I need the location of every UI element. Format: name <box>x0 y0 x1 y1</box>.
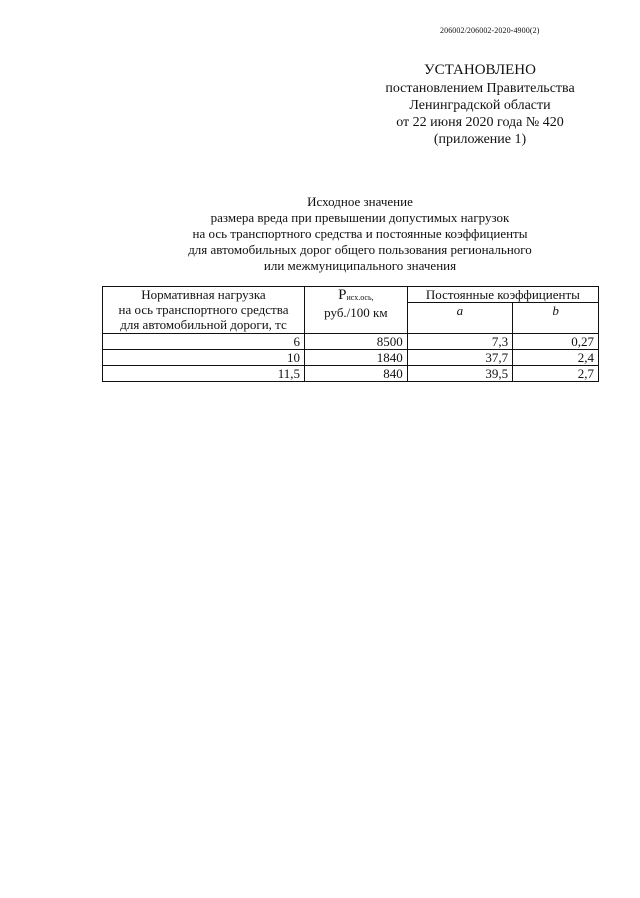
approval-line: от 22 июня 2020 года № 420 <box>396 115 564 130</box>
cell-b: 2,7 <box>513 366 599 382</box>
cell-p: 840 <box>305 366 408 382</box>
cell-b: 2,4 <box>513 350 599 366</box>
cell-p: 1840 <box>305 350 408 366</box>
table-row <box>103 334 599 350</box>
table-row <box>103 366 599 382</box>
cell-load: 10 <box>103 350 305 366</box>
header-coef-a: a <box>407 303 512 334</box>
cell-load: 11,5 <box>103 366 305 382</box>
cell-b: 0,27 <box>513 334 599 350</box>
approval-line: (приложение 1) <box>433 132 527 147</box>
table-row <box>103 350 599 366</box>
header-coefficients: Постоянные коэффициенты <box>407 287 598 303</box>
cell-load: 6 <box>103 334 305 350</box>
document-id: 206002/206002-2020-4900(2) <box>440 26 540 35</box>
cell-p: 8500 <box>305 334 408 350</box>
title-line: для автомобильных дорог общего пользования регионального <box>188 242 532 257</box>
header-coef-b: b <box>513 303 599 334</box>
title-line: Исходное значение <box>307 194 413 209</box>
approval-line: постановлением Правительства <box>385 81 575 96</box>
cell-a: 39,5 <box>407 366 512 382</box>
title-line: на ось транспортного средства и постоянные коэффициенты <box>192 226 528 241</box>
document-title <box>150 194 570 274</box>
cell-a: 7,3 <box>407 334 512 350</box>
header-p-value: Pисх.ось, руб./100 км <box>305 287 408 334</box>
approval-heading: УСТАНОВЛЕНО <box>424 62 536 78</box>
approval-block <box>370 62 590 148</box>
damage-table <box>102 286 599 382</box>
title-line: размера вреда при превышении допустимых нагрузок <box>210 210 510 225</box>
title-line: или межмуниципального значения <box>263 258 457 273</box>
header-axle-load: Нормативная нагрузка на ось транспортного средства для автомобильной дороги, тс <box>103 287 305 334</box>
approval-line: Ленинградской области <box>409 98 551 113</box>
cell-a: 37,7 <box>407 350 512 366</box>
